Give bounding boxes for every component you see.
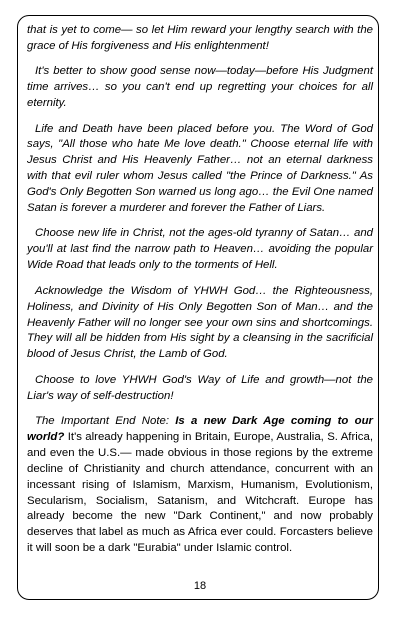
paragraph-3: Life and Death have been placed before you. The Word of God says, "All those who hate Me love death." Choose eternal life with Jesus Christ and His Heavenly Father… not an eternal darkness with that evil ruler whom Jesus called "the Prince of Darkness." As God's Only Begotten Son warned us long ago… the Evil One named Satan is forever a murderer and forever the Father of Liars.	[27, 122, 373, 215]
end-note-paragraph	[27, 414, 373, 557]
paragraph-6: Choose to love YHWH God's Way of Life and growth—not the Liar's way of self-destruction!	[27, 373, 373, 402]
end-note-question: Is a new Dark Age coming to our world?	[27, 415, 373, 443]
paragraph-1: that is yet to come— so let Him reward your lengthy search with the grace of His forgiveness and His enlightenment!	[27, 24, 373, 52]
paragraph-2: It's better to show good sense now—today—before His Judgment time arrives… so you can't end up regretting your choices for all eternity.	[27, 65, 373, 110]
paragraph-5: Acknowledge the Wisdom of YHWH God… the Righteousness, Holiness, and Divinity of His Only Begotten Son of Man… and the Heavenly Father will no longer see your own sins and shortcomings. They will all be hidden from His sight by a cleansing in the sacrificial blood of Jesus Christ, the Lamb of God.	[27, 284, 373, 361]
page-number: 18	[193, 580, 207, 592]
page-text	[27, 23, 373, 567]
end-note-body: It's already happening in Britain, Europe, Australia, S. Africa, and even the U.S.— made obvious in those regions by the extreme decline of Christianity and church attendance, concurrent with an incessant rising of Islamism, Marxism, Humanism, Evolutionism, Secularism, Socialism, Satanism, and Witchcraft. Europe has already become the new "Dark Continent," and now probably deserves that label as much as Africa ever could. Forcasters believe it will soon be a dark "Eurabia" under Islamic control.	[27, 430, 373, 555]
paragraph-4: Choose new life in Christ, not the ages-old tyranny of Satan… and you'll at last find the narrow path to Heaven… avoiding the popular Wide Road that leads only to the torments of Hell.	[27, 227, 373, 272]
end-note-label: The Important End Note:	[35, 415, 169, 428]
